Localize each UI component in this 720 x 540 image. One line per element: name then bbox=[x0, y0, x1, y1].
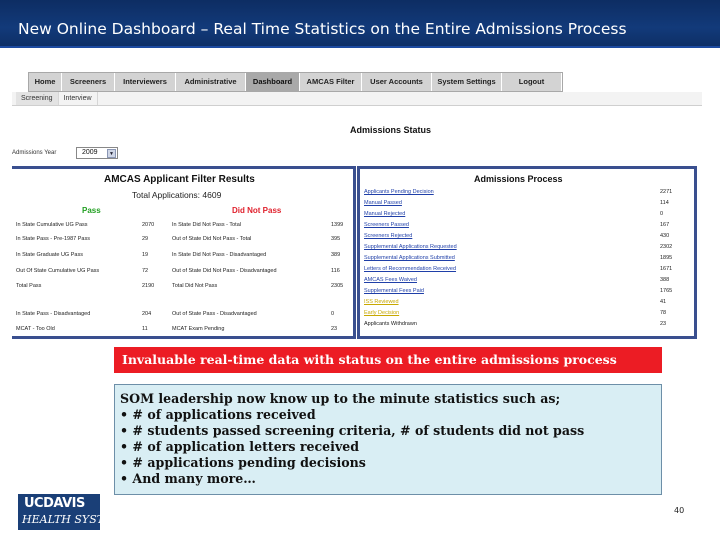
process-value: 23 bbox=[660, 321, 667, 327]
process-row bbox=[364, 299, 694, 309]
nav-tab-administrative[interactable]: Administrative bbox=[176, 73, 246, 91]
fail-label: Out of State Pass - Disadvantaged bbox=[172, 311, 257, 317]
logo-line-2: HEALTH SYSTEM bbox=[22, 513, 124, 526]
admissions-year-value: 2009 bbox=[82, 149, 98, 156]
admissions-process-panel bbox=[357, 166, 697, 339]
process-row bbox=[364, 244, 694, 254]
process-value: 78 bbox=[660, 310, 667, 316]
process-value: 2271 bbox=[660, 189, 673, 195]
process-row bbox=[364, 288, 694, 298]
fail-count: 1399 bbox=[331, 222, 344, 228]
fail-label: MCAT Exam Pending bbox=[172, 326, 225, 332]
fail-count: 116 bbox=[331, 268, 340, 274]
process-link[interactable]: Screeners Rejected bbox=[364, 233, 413, 239]
info-bullet: • # students passed screening criteria, # of students did not pass bbox=[120, 423, 585, 438]
dashboard-screenshot bbox=[12, 62, 712, 344]
process-link[interactable]: Letters of Recommendation Received bbox=[364, 266, 457, 272]
pass-count: 11 bbox=[142, 326, 148, 332]
info-bullet: • # of applications received bbox=[120, 407, 316, 422]
process-row bbox=[364, 266, 694, 276]
process-row bbox=[364, 321, 694, 331]
pass-count: 19 bbox=[142, 252, 149, 258]
process-value: 1671 bbox=[660, 266, 673, 272]
pass-count: 2070 bbox=[142, 222, 155, 228]
fail-count: 23 bbox=[331, 326, 338, 332]
process-value: 114 bbox=[660, 200, 669, 206]
uc-davis-logo bbox=[18, 494, 124, 530]
highlight-banner: Invaluable real-time data with status on the entire admissions process bbox=[114, 347, 662, 373]
pass-label: In State Cumulative UG Pass bbox=[16, 222, 88, 228]
filter-row bbox=[16, 326, 348, 337]
pass-count: 204 bbox=[142, 311, 152, 317]
process-link[interactable]: Supplemental Applications Requested bbox=[364, 244, 457, 250]
process-link[interactable]: Applicants Pending Decision bbox=[364, 189, 434, 195]
page-number: 40 bbox=[674, 506, 685, 515]
process-value: 2302 bbox=[660, 244, 673, 250]
total-applications: Total Applications: 4609 bbox=[132, 190, 222, 200]
fail-label: Total Did Not Pass bbox=[172, 283, 218, 289]
process-value: 388 bbox=[660, 277, 670, 283]
sub-navbar bbox=[12, 92, 702, 106]
fail-count: 395 bbox=[331, 236, 341, 242]
process-link[interactable]: AMCAS Fees Waived bbox=[364, 277, 417, 283]
process-link[interactable]: Early Decision bbox=[364, 310, 400, 316]
pass-column-header: Pass bbox=[82, 206, 101, 215]
fail-label: Out of State Did Not Pass - Disadvantaged bbox=[172, 268, 277, 274]
filter-row bbox=[16, 222, 348, 233]
admissions-year-select[interactable] bbox=[76, 147, 118, 159]
filter-panel-title: AMCAS Applicant Filter Results bbox=[104, 174, 255, 185]
process-link[interactable]: Manual Passed bbox=[364, 200, 402, 206]
process-row bbox=[364, 310, 694, 320]
pass-label: MCAT - Too Old bbox=[16, 326, 55, 332]
process-link[interactable]: Supplemental Applications Submitted bbox=[364, 255, 455, 261]
nav-tab-system-settings[interactable]: System Settings bbox=[432, 73, 502, 91]
fail-count: 389 bbox=[331, 252, 341, 258]
chevron-down-icon[interactable]: ▼ bbox=[107, 149, 116, 158]
nav-tab-logout[interactable]: Logout bbox=[502, 73, 562, 91]
process-row bbox=[364, 222, 694, 232]
fail-count: 0 bbox=[331, 311, 335, 317]
logo-line-1: UCDAVIS bbox=[24, 496, 85, 511]
pass-label: In State Pass - Pre-1987 Pass bbox=[16, 236, 90, 242]
process-value: 1765 bbox=[660, 288, 673, 294]
pass-count: 29 bbox=[142, 236, 149, 242]
filter-row bbox=[16, 283, 348, 294]
fail-label: Out of State Did Not Pass - Total bbox=[172, 236, 252, 242]
process-value: 41 bbox=[660, 299, 667, 305]
nav-tab-dashboard[interactable]: Dashboard bbox=[246, 73, 300, 91]
nav-tab-screeners[interactable]: Screeners bbox=[62, 73, 115, 91]
title-bar bbox=[0, 0, 720, 48]
did-not-pass-column-header: Did Not Pass bbox=[232, 206, 282, 215]
pass-label: In State Pass - Disadvantaged bbox=[16, 311, 91, 317]
pass-label: Out Of State Cumulative UG Pass bbox=[16, 268, 100, 274]
nav-tab-user-accounts[interactable]: User Accounts bbox=[362, 73, 432, 91]
pass-count: 72 bbox=[142, 268, 149, 274]
process-row bbox=[364, 200, 694, 210]
info-line: SOM leadership now know up to the minute statistics such as; bbox=[120, 391, 561, 406]
process-row bbox=[364, 255, 694, 265]
pass-count: 2190 bbox=[142, 283, 155, 289]
amcas-filter-panel bbox=[12, 166, 356, 339]
process-link[interactable]: Supplemental Fees Paid bbox=[364, 288, 424, 294]
process-row bbox=[364, 211, 694, 221]
admissions-status-heading: Admissions Status bbox=[350, 125, 432, 135]
nav-tab-interviewers[interactable]: Interviewers bbox=[115, 73, 176, 91]
process-link[interactable]: Manual Rejected bbox=[364, 211, 406, 217]
info-bullet: • # applications pending decisions bbox=[120, 455, 366, 470]
process-value: 430 bbox=[660, 233, 670, 239]
filter-row bbox=[16, 236, 348, 247]
process-label: Applicants Withdrawn bbox=[364, 321, 417, 327]
admissions-year-label: Admissions Year bbox=[12, 150, 57, 156]
info-bullet: • # of application letters received bbox=[120, 439, 360, 454]
info-bullet: • And many more… bbox=[120, 471, 256, 486]
process-row bbox=[364, 233, 694, 243]
subnav-tab-screening[interactable]: Screening bbox=[16, 92, 59, 105]
filter-row bbox=[16, 252, 348, 263]
info-box bbox=[114, 384, 662, 495]
slide-title: New Online Dashboard – Real Time Statistics on the Entire Admissions Process bbox=[18, 20, 627, 38]
pass-label: In State Graduate UG Pass bbox=[16, 252, 83, 258]
pass-label: Total Pass bbox=[16, 283, 42, 289]
fail-count: 2305 bbox=[331, 283, 344, 289]
filter-row bbox=[16, 311, 348, 322]
main-navbar bbox=[28, 72, 563, 92]
process-value: 1895 bbox=[660, 255, 673, 261]
fail-label: In State Did Not Pass - Disadvantaged bbox=[172, 252, 267, 258]
fail-label: In State Did Not Pass - Total bbox=[172, 222, 241, 228]
nav-tab-home[interactable]: Home bbox=[29, 73, 62, 91]
process-link[interactable]: Screeners Passed bbox=[364, 222, 409, 228]
nav-tab-amcas-filter[interactable]: AMCAS Filter bbox=[300, 73, 362, 91]
process-value: 167 bbox=[660, 222, 670, 228]
process-panel-title: Admissions Process bbox=[474, 174, 563, 184]
process-value: 0 bbox=[660, 211, 664, 217]
process-row bbox=[364, 277, 694, 287]
subnav-tab-interview[interactable]: Interview bbox=[59, 92, 98, 105]
filter-row bbox=[16, 268, 348, 279]
process-link[interactable]: ISS Reviewed bbox=[364, 299, 399, 305]
process-row bbox=[364, 189, 694, 199]
